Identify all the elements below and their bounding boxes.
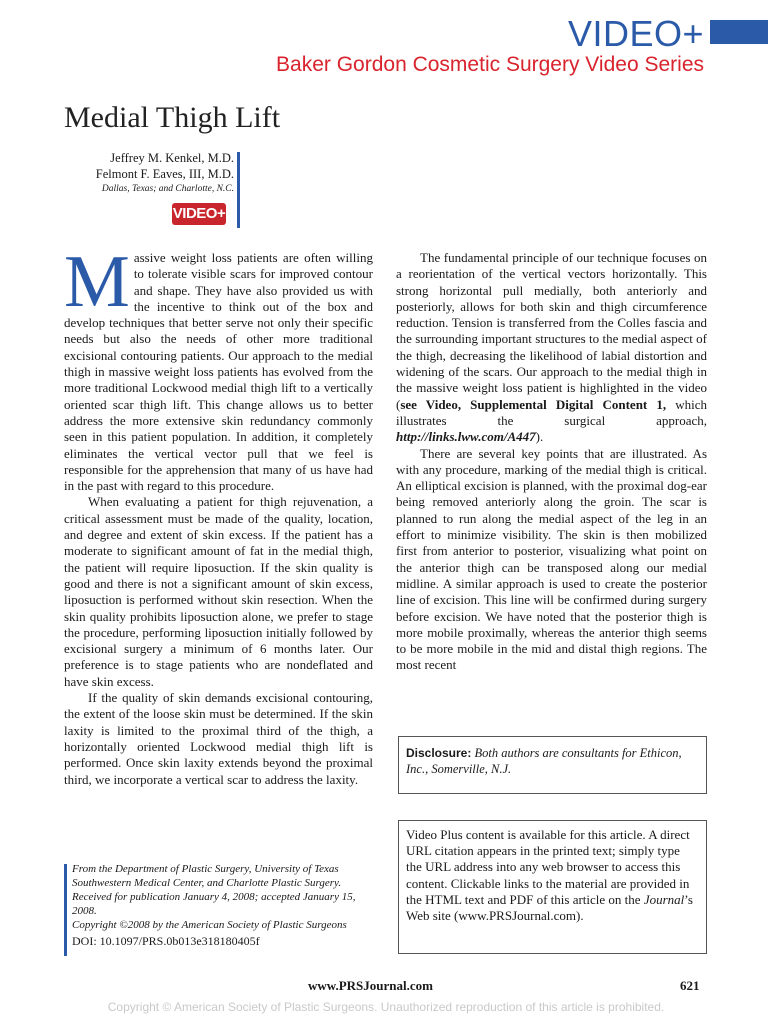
author-block xyxy=(96,150,234,196)
video-reference[interactable]: see Video, Supplemental Digital Content 1, xyxy=(400,396,667,412)
copyright-watermark: Copyright © American Society of Plastic Surgeons. Unauthorized reproduction of this article is prohibited. xyxy=(107,1000,665,1014)
article-title: Medial Thigh Lift xyxy=(64,101,281,134)
header-blue-bar xyxy=(710,20,768,44)
video-plus-info-box: Video Plus content is available for this article. A direct URL citation appears in the printed text; simply type the URL address into any web browser to access this content. Clickable links to the material are provided in the HTML text and PDF of this article on the Journal’s Web site (www.PRSJournal.com). xyxy=(398,820,707,954)
paragraph-5: There are several key points that are illustrated. As with any procedure, marking of the medial thigh is critical. An elliptical excision is planned, with the proximal dog-ear being removed anteriorly along the groin. The scar is planned to run along the medial aspect of the leg in an effort to minimize visibility. The skin is then mobilized first from anterior to posterior, visualizing what point on the anterior thigh can be transposed along our medial midline. A similar approach is used to create the posterior line of excision. This line will be confirmed during surgery before excision. We have noted that the posterior thigh is more mobile proximally, whereas the anterior thigh seems to be more mobile in the mid and distal thigh regions. The most recent xyxy=(396,445,707,673)
footnote-department: From the Department of Plastic Surgery, University of Texas Southwestern Medical Center, and Charlotte Plastic Surgery. xyxy=(72,863,342,889)
author-affiliation: Dallas, Texas; and Charlotte, N.C. xyxy=(101,184,234,194)
footnote-copyright: Copyright ©2008 by the American Society of Plastic Surgeons xyxy=(72,919,347,931)
author-1: Jeffrey M. Kenkel, M.D. xyxy=(110,151,234,165)
footnote-received: Received for publication January 4, 2008; accepted January 15, 2008. xyxy=(72,891,356,917)
right-column xyxy=(396,250,707,674)
video-plus-badge[interactable]: VIDEO+ xyxy=(172,203,226,225)
series-title: Baker Gordon Cosmetic Surgery Video Series xyxy=(276,53,704,76)
disclosure-text: Both authors are consultants for Ethicon, Inc., Somerville, N.J. xyxy=(406,746,682,776)
disclosure-box xyxy=(398,736,707,794)
author-2: Felmont F. Eaves, III, M.D. xyxy=(95,167,234,181)
drop-cap: M xyxy=(64,241,130,323)
paragraph-3: If the quality of skin demands excisional contouring, the extent of the loose skin must be determined. If the skin laxity is limited to the proximal third of the thigh, a horizontally oriented Lockwood medial thigh lift is performed. Once skin laxity extends beyond the proximal third, we incorporate a vertical scar to address the laxity. xyxy=(64,690,373,787)
author-accent-bar xyxy=(237,152,240,228)
paragraph-2: When evaluating a patient for thigh rejuvenation, a critical assessment must be made of the quality, location, and degree and extent of skin excess. If the patient has a moderate to significant amount of fat in the medial thigh, the patient will require liposuction. If the skin quality is good and there is not a significant amount of skin excess, liposuction is performed without skin resection. When the skin quality prohibits liposuction alone, we prefer to stage the procedure, performing liposuction initially followed by excisional surgery a minimum of 6 months later. Our preference is to stage patients who are nondeflated and have skin excess. xyxy=(64,494,373,689)
page-number: 621 xyxy=(680,978,700,993)
left-column xyxy=(64,241,373,788)
footnote-doi: DOI: 10.1097/PRS.0b013e318180405f xyxy=(72,934,260,948)
footer-url[interactable]: www.PRSJournal.com xyxy=(308,978,433,993)
disclosure-label: Disclosure: xyxy=(406,746,472,760)
paragraph-1: Massive weight loss patients are often willing to tolerate visible scars for improved contour and shape. They have also provided us with the incentive to think out of the box and develop techniques that better serve not only their specific needs but also the needs of other more traditional excisional contouring patients. Our approach to the medial thigh in massive weight loss patients has evolved from the more traditional Lockwood medial thigh lift to a vertically oriented scar thigh lift. This change allows us to better address the more extensive skin redundancy commonly seen in this patient population. In addition, it completely eliminates the vertical vector pull that we feel is responsible for the apprehension that many of us have had in the past with regard to this procedure. xyxy=(64,241,373,494)
footnote xyxy=(64,862,376,948)
video-link[interactable]: http://links.lww.com/A447 xyxy=(396,429,536,445)
paragraph-4: The fundamental principle of our technique focuses on a reorientation of the vertical vectors horizontally. This strong horizontal pull medially, both anteriorly and posteriorly, allows for both skin and thigh circumference reduction. Tension is transferred from the Colles fascia and the surrounding important structures to the medial aspect of the thigh, decreasing the likelihood of labial distortion and widening of the scars. Our approach to the medial thigh in the massive weight loss patient is highlighted in the video (see Video, Supplemental Digital Content 1, which illustrates the surgical approach, http://links.lww.com/A447). xyxy=(396,250,707,445)
video-plus-header: VIDEO+ xyxy=(567,13,704,54)
